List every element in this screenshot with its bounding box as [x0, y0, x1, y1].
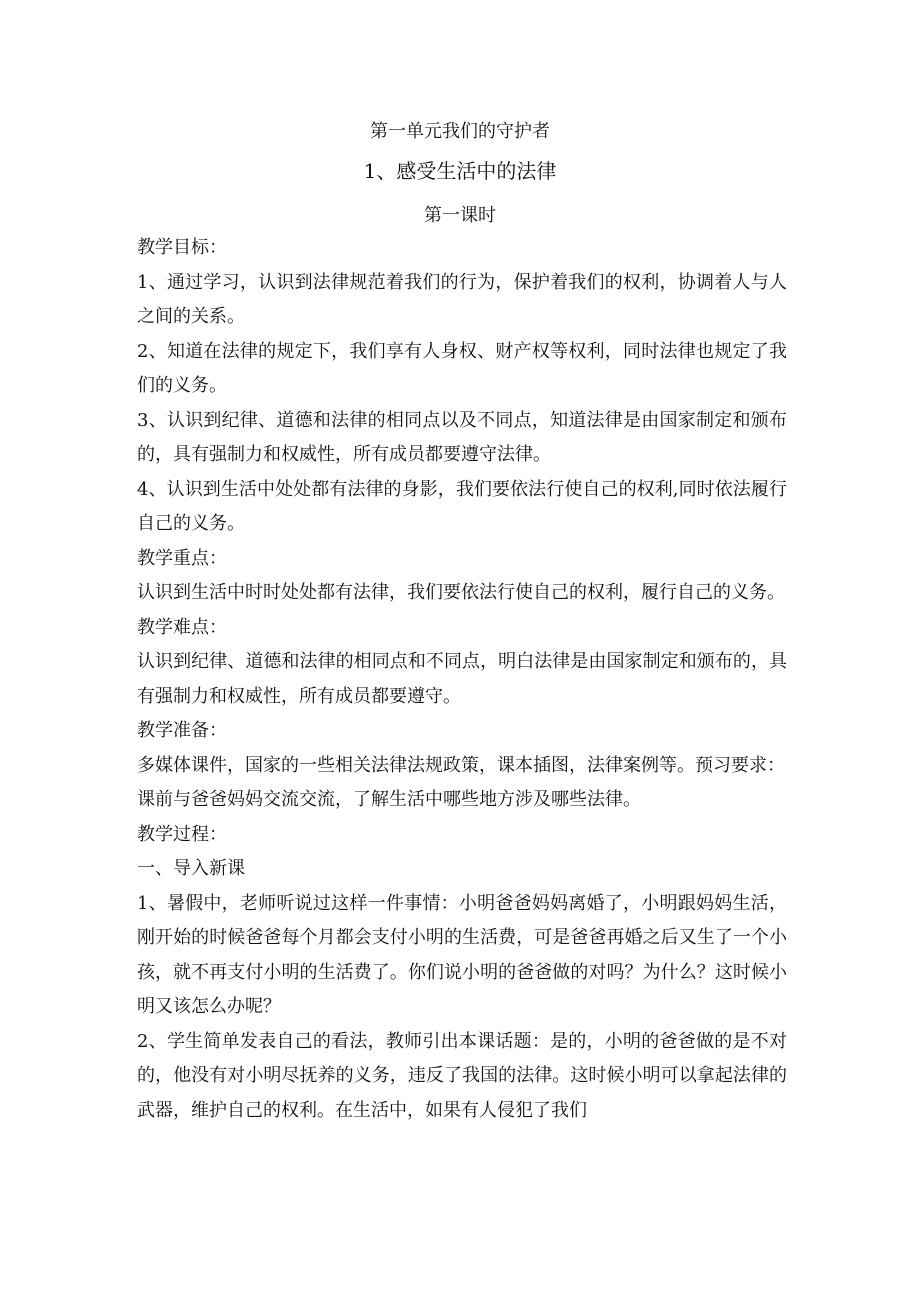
process-item: 2、学生简单发表自己的看法，教师引出本课话题：是的，小明的爸爸做的是不对的，他没有对小明尽抚养的义务，违反了我国的法律。这时候小明可以拿起法律的武器，维护自己的权利。在生活中，如果有人侵犯了我们	[137, 1030, 787, 1121]
objective-item: 1、通过学习，认识到法律规范着我们的行为，保护着我们的权利，协调着人与人之间的关系。	[137, 271, 787, 327]
process-subheading: 一、导入新课	[137, 858, 245, 879]
section-heading-objectives: 教学目标：	[137, 237, 227, 258]
difficulties-text: 认识到纪律、道德和法律的相同点和不同点，明白法律是由国家制定和颁布的，具有强制力和权威性，所有成员都要遵守。	[137, 651, 787, 707]
process-item: 1、暑假中，老师听说过这样一件事情：小明爸爸妈妈离婚了，小明跟妈妈生活，刚开始的时候爸爸每个月都会支付小明的生活费，可是爸爸再婚之后又生了一个小孩，就不再支付小明的生活费了。你们说小明的爸爸做的对吗？为什么？这时候小明又该怎么办呢？	[137, 892, 787, 1017]
section-heading-difficulties: 教学难点：	[137, 616, 227, 638]
section-heading-preparation: 教学准备：	[137, 720, 227, 741]
session-title: 第一课时	[424, 205, 496, 226]
preview-text: 课前与爸爸妈妈交流交流，了解生活中哪些地方涉及哪些法律。	[137, 789, 641, 810]
unit-title: 第一单元我们的守护者	[370, 121, 550, 142]
objective-item: 4、认识到生活中处处都有法律的身影，我们要依法行使自己的权利,同时依法履行自己的义务。	[137, 478, 787, 534]
document-body	[137, 231, 787, 1128]
preparation-text: 多媒体课件，国家的一些相关法律法规政策，课本插图，法律案例等。预习要求：	[137, 754, 785, 776]
objective-item: 2、知道在法律的规定下，我们享有人身权、财产权等权利，同时法律也规定了我们的义务。	[137, 340, 787, 396]
lesson-title: 1、感受生活中的法律	[363, 159, 557, 183]
key-points-text: 认识到生活中时时处处都有法律，我们要依法行使自己的权利，履行自己的义务。	[137, 582, 785, 603]
objective-item: 3、认识到纪律、道德和法律的相同点以及不同点，知道法律是由国家制定和颁布的，具有强制力和权威性，所有成员都要遵守法律。	[137, 409, 787, 465]
section-heading-process: 教学过程：	[137, 823, 227, 845]
section-heading-key-points: 教学重点：	[137, 547, 227, 569]
